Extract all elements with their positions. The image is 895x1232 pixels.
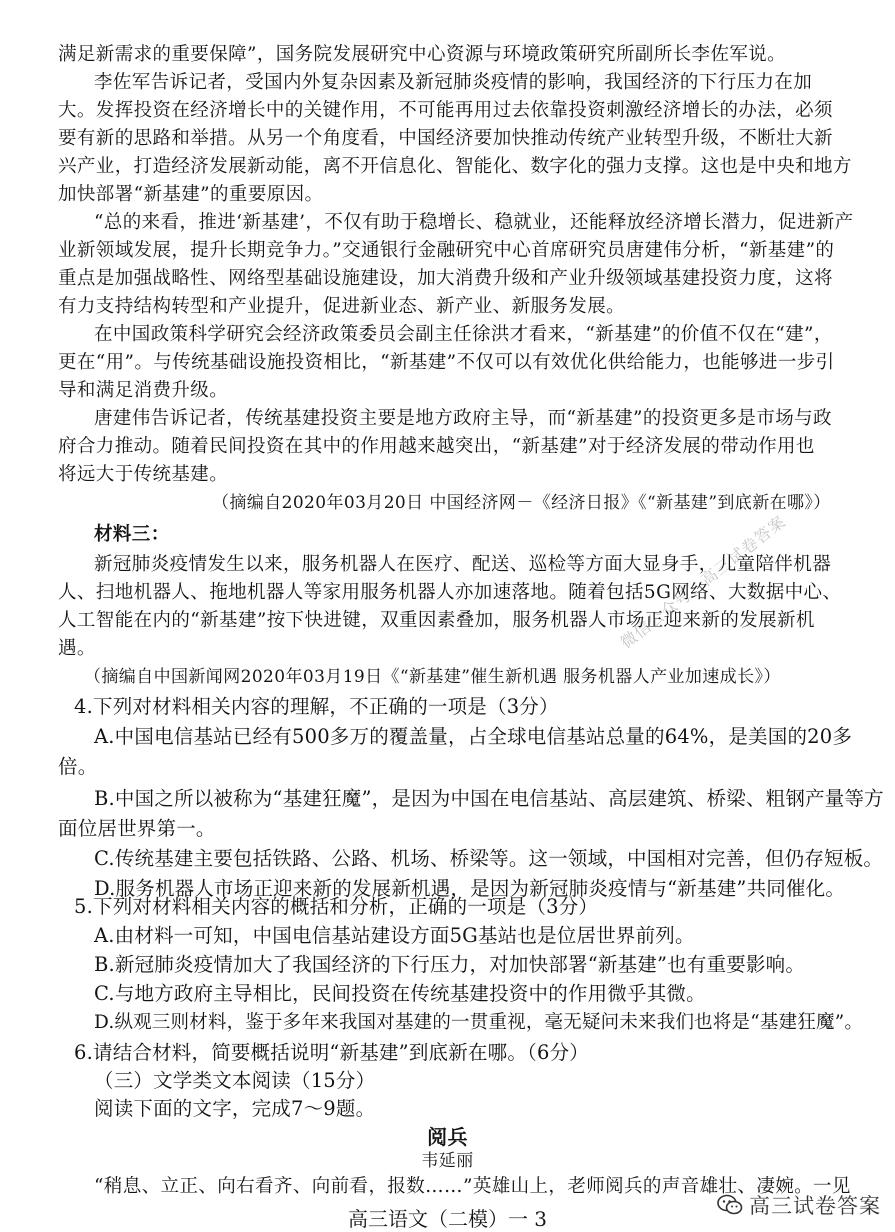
material3-line: 新冠肺炎疫情发生以来，服务机器人在医疗、配送、巡检等方面大显身手，儿童陪伴机器 xyxy=(94,554,832,575)
question-4-option-a-cont: 倍。 xyxy=(58,755,98,778)
story-author: 韦延丽 xyxy=(421,1151,474,1171)
material3-source: （摘编自中国新闻网2020年03月19日《“新基建”催生新机遇 服务机器人产业加速成长》） xyxy=(84,667,781,687)
watermark-text: 微信公众号：高三试卷答案 xyxy=(616,511,790,653)
material2-line: 在中国政策科学研究会经济政策委员会副主任徐洪才看来，“新基建”的价值不仅在“建”， xyxy=(94,324,833,345)
wechat-icon xyxy=(717,1194,743,1216)
material2-line: 导和满足消费升级。 xyxy=(58,380,229,401)
section-3-heading: （三）文学类文本阅读（15分） xyxy=(94,1069,376,1092)
material2-line: 李佐军告诉记者，受国内外复杂因素及新冠肺炎疫情的影响，我国经济的下行压力在加 xyxy=(94,72,813,93)
material2-source: （摘编自2020年03月20日 中国经济网－《经济日报》《“新基建”到底新在哪》） xyxy=(212,493,831,513)
question-5-option-b: B.新冠肺炎疫情加大了我国经济的下行压力，对加快部署“新基建”也有重要影响。 xyxy=(94,953,806,976)
material3-heading: 材料三： xyxy=(94,524,170,545)
brand-badge xyxy=(717,1190,881,1220)
material2-line: 有力支持结构转型和产业提升，促进新业态、新产业、新服务发展。 xyxy=(58,296,626,317)
question-5-option-d: D.纵观三则材料，鉴于多年来我国对基建的一贯重视，毫无疑问未来我们也将是“基建狂魔”。 xyxy=(94,1012,864,1033)
material2-line: 大。发挥投资在经济增长中的关键作用，不可能再用过去依靠投资刺激经济增长的办法，必须 xyxy=(58,100,833,121)
question-4-option-b-cont: 面位居世界第一。 xyxy=(58,817,216,840)
material2-line: 要有新的思路和举措。从另一个角度看，中国经济要加快推动传统产业转型升级，不断壮大新 xyxy=(58,128,833,149)
section-3-instruction: 阅读下面的文字，完成7～9题。 xyxy=(94,1097,376,1120)
question-6-stem: 6.请结合材料，简要概括说明“新基建”到底新在哪。（6分） xyxy=(74,1041,589,1064)
story-first-line: “稍息、立正、向右看齐、向前看，报数……”英雄山上，老师阅兵的声音雄壮、凄婉。一见 xyxy=(94,1176,851,1197)
question-4-option-b: B.中国之所以被称为“基建狂魔”，是因为中国在电信基站、高层建筑、桥梁、粗钢产量等方 xyxy=(94,787,884,810)
material2-line: 兴产业，打造经济发展新动能，离不开信息化、智能化、数字化的强力支撑。这也是中央和地方 xyxy=(58,156,852,177)
material2-line: 加快部署“新基建”的重要原因。 xyxy=(58,184,324,205)
material3-line: 人工智能在内的“新基建”按下快进键，双重因素叠加，服务机器人市场正迎来新的发展新机 xyxy=(58,610,815,631)
material2-line: 将远大于传统基建。 xyxy=(58,464,229,485)
material2-line: 满足新需求的重要保障”，国务院发展研究中心资源与环境政策研究所副所长李佐军说。 xyxy=(58,44,787,65)
question-4-option-d: D.服务机器人市场正迎来新的发展新机遇，是因为新冠肺炎疫情与“新基建”共同催化。 xyxy=(94,877,846,900)
material2-line: 更在“用”。与传统基础设施投资相比，“新基建”不仅可以有效优化供给能力，也能够进一步引 xyxy=(58,352,835,373)
page-number-label: 高三语文（二模）一 3 xyxy=(347,1207,548,1231)
material3-line: 遇。 xyxy=(58,638,96,659)
brand-name: 高三试卷答案 xyxy=(749,1194,881,1218)
material2-line: “总的来看，推进‘新基建’，不仅有助于稳增长、稳就业，还能释放经济增长潜力，促进新产 xyxy=(94,212,854,233)
question-5-stem: 5.下列对材料相关内容的概括和分析，正确的一项是（3分） xyxy=(74,895,599,918)
question-5-option-a: A.由材料一可知，中国电信基站建设方面5G基站也是位居世界前列。 xyxy=(94,924,695,947)
question-4-stem: 4.下列对材料相关内容的理解，不正确的一项是（3分） xyxy=(74,695,559,718)
question-5-option-c: C.与地方政府主导相比，民间投资在传统基建投资中的作用微乎其微。 xyxy=(94,982,706,1005)
material2-line: 府合力推动。随着民间投资在其中的作用越来越突出，“新基建”对于经济发展的带动作用也 xyxy=(58,436,815,457)
material2-line: 唐建伟告诉记者，传统基建投资主要是地方政府主导，而“新基建”的投资更多是市场与政 xyxy=(94,408,832,429)
question-4-option-a: A.中国电信基站已经有500多万的覆盖量，占全球电信基站总量的64%，是美国的20多 xyxy=(94,725,853,748)
story-title: 阅兵 xyxy=(427,1125,468,1149)
material3-line: 人、扫地机器人、拖地机器人等家用服务机器人亦加速落地。随着包括5G网络、大数据中心、 xyxy=(58,582,842,603)
question-4-option-c: C.传统基建主要包括铁路、公路、机场、桥梁等。这一领域，中国相对完善，但仍存短板。 xyxy=(94,847,884,870)
material2-line: 重点是加强战略性、网络型基础设施建设，加大消费升级和产业升级领域基建投资力度，这将 xyxy=(58,268,833,289)
material2-line: 业新领域发展，提升长期竞争力。”交通银行金融研究中心首席研究员唐建伟分析，“新基建”的 xyxy=(58,240,835,261)
